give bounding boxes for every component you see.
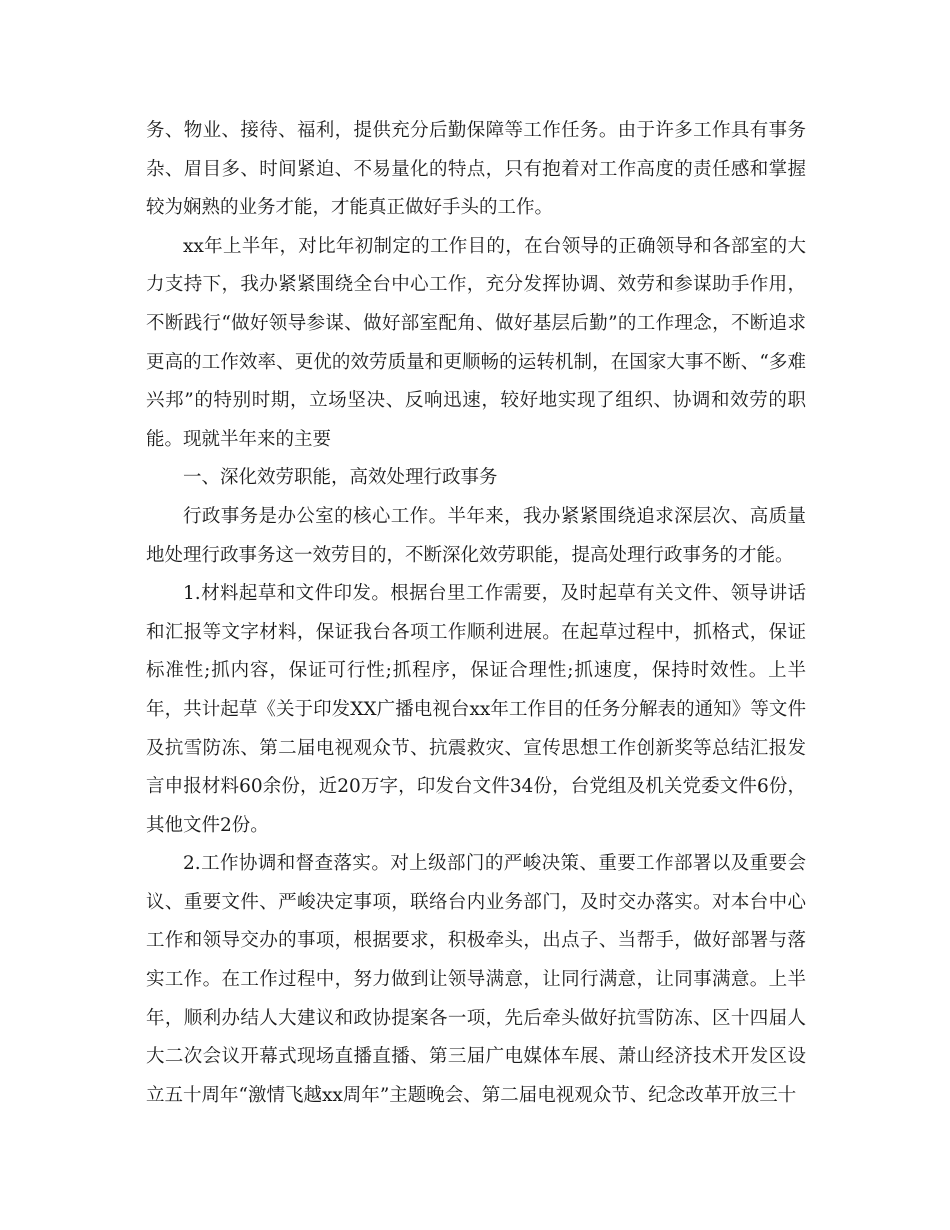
section-heading-1: 一、深化效劳职能，高效处理行政事务: [183, 467, 498, 489]
paragraph-item-1-drafting: 1.材料起草和文件印发。根据台里工作需要，及时起草有关文件、领导讲话和汇报等文字材料，保证我台各项工作顺利进展。在起草过程中，抓格式，保证标准性;抓内容，保证可行性;抓程序，保证合理性;抓速度，保持时效性。上半年，共计起草《关于印发XX广播电视台xx年工作目的任务分解表的通知》等文件及抗雪防冻、第二届电视观众节、抗震救灾、宣传思想工作创新奖等总结汇报发言申报材料60余份，近20万字，印发台文件34份，台党组及机关党委文件6份，其他文件2份。: [146, 583, 806, 836]
paragraph-admin-affairs: 行政事务是办公室的核心工作。半年来，我办紧紧围绕追求深层次、高质量地处理行政事务这一效劳目的，不断深化效劳职能，提高处理行政事务的才能。: [146, 505, 806, 566]
paragraph-item-2-coordination: 2.工作协调和督查落实。对上级部门的严峻决策、重要工作部署以及重要会议、重要文件、严峻决定事项，联络台内业务部门，及时交办落实。对本台中心工作和领导交办的事项，根据要求，积极牵头，出点子、当帮手，做好部署与落实工作。在工作过程中，努力做到让领导满意，让同行满意，让同事满意。上半年，顺利办结人大建议和政协提案各一项，先后牵头做好抗雪防冻、区十四届人大二次会议开幕式现场直播直播、第三届广电媒体车展、萧山经济技术开发区设立五十周年“激情飞越xx周年”主题晚会、第二届电视观众节、纪念改革开放三十: [146, 853, 806, 1106]
paragraph-intro-continuation: 务、物业、接待、福利，提供充分后勤保障等工作任务。由于许多工作具有事务杂、眉目多、时间紧迫、不易量化的特点，只有抱着对工作高度的责任感和掌握较为娴熟的业务才能，才能真正做好手头的工作。: [146, 120, 806, 219]
document-body: [146, 112, 806, 1115]
paragraph-half-year-summary: xx年上半年，对比年初制定的工作目的，在台领导的正确领导和各部室的大力支持下，我办紧紧围绕全台中心工作，充分发挥协调、效劳和参谋助手作用，不断践行“做好领导参谋、做好部室配角、做好基层后勤”的工作理念，不断追求更高的工作效率、更优的效劳质量和更顺畅的运转机制，在国家大事不断、“多难兴邦”的特别时期，立场坚决、反响迅速，较好地实现了组织、协调和效劳的职能。现就半年来的主要: [146, 235, 806, 450]
